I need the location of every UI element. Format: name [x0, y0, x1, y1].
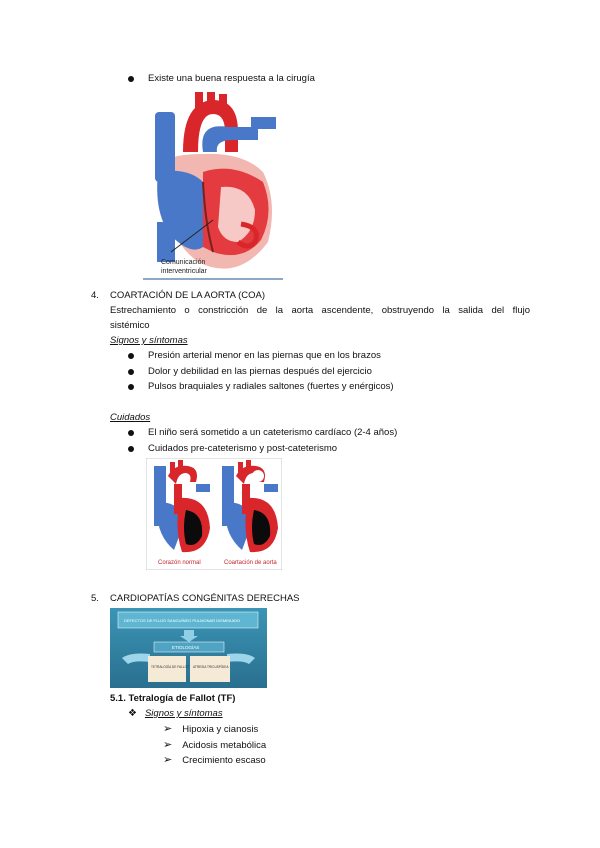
- list-item: [128, 350, 381, 361]
- diagram-right-box: ATRESIA TRICUSPÍDEA: [193, 665, 229, 669]
- list-item: [128, 381, 394, 392]
- list-item: [128, 427, 397, 438]
- heart-label-line1: Comunicación: [161, 259, 206, 266]
- bullet-dot-icon: [128, 446, 134, 452]
- list-item-text: Hipoxia y cianosis: [182, 723, 259, 735]
- heart-vsd-image: [143, 92, 283, 282]
- list-item-text: Crecimiento escaso: [182, 754, 266, 766]
- bullet-dot-icon: [128, 353, 134, 359]
- list-item-text: Pulsos braquiales y radiales saltones (fuertes y enérgicos): [148, 381, 394, 392]
- subsection-title: 5.1. Tetralogía de Fallot (TF): [110, 693, 236, 704]
- heart-label-line2: interventricular: [161, 268, 207, 275]
- bullet-text: Existe una buena respuesta a la cirugía: [148, 73, 315, 84]
- caption-coarctation: Coartación de aorta: [224, 560, 277, 566]
- diagram-left-box: TETRALOGÍA DE FALLOT: [151, 665, 190, 669]
- bullet-dot-icon: [128, 430, 134, 436]
- arrow-bullet-icon: ➢: [163, 739, 173, 751]
- etiology-diagram: [110, 608, 267, 688]
- list-item-text: Dolor y debilidad en las piernas después del ejercicio: [148, 366, 372, 377]
- signs-heading-row: [128, 708, 223, 719]
- bullet-dot-icon: [128, 76, 134, 82]
- coarctation-comparison-image: [146, 458, 282, 570]
- diagram-middle-box: ETIOLOGÍAS: [172, 645, 200, 650]
- list-item: [163, 723, 258, 735]
- section-4-number: 4.: [91, 290, 99, 301]
- arrow-bullet-icon: ➢: [163, 754, 173, 766]
- list-item-text: El niño será sometido a un cateterismo cardíaco (2-4 años): [148, 427, 398, 438]
- section-4-description-line1: Estrechamiento o constricción de la aorta ascendente, obstruyendo la salida del flujo: [110, 305, 530, 316]
- section-4-description-line2: sistémico: [110, 320, 150, 331]
- list-item: [163, 739, 266, 751]
- caption-normal-heart: Corazón normal: [158, 560, 201, 566]
- list-item-text: Acidosis metabólica: [182, 739, 267, 751]
- list-item-text: Cuidados pre-cateterismo y post-cateterismo: [148, 443, 338, 454]
- section-4-signs-heading: Signos y síntomas: [110, 335, 188, 346]
- section-5-signs-heading: Signos y síntomas: [144, 708, 223, 719]
- list-item: [128, 366, 372, 377]
- bullet-dot-icon: [128, 369, 134, 375]
- section-4-title: COARTACIÓN DE LA AORTA (COA): [110, 290, 266, 301]
- list-item: [163, 754, 266, 766]
- bullet-item: [128, 73, 315, 84]
- list-item-text: Presión arterial menor en las piernas que en los brazos: [148, 350, 381, 361]
- section-5-number: 5.: [91, 593, 99, 604]
- diamond-bullet-icon: ❖: [128, 708, 137, 719]
- section-4-care-heading: Cuidados: [110, 412, 151, 423]
- arrow-bullet-icon: ➢: [163, 723, 173, 735]
- bullet-dot-icon: [128, 384, 134, 390]
- diagram-top-box: DEFECTOS DE FLUJO SANGUÍNEO PULMONAR DISMINUIDO: [124, 618, 241, 623]
- section-5-title: CARDIOPATÍAS CONGÉNITAS DERECHAS: [110, 593, 300, 604]
- list-item: [128, 443, 337, 454]
